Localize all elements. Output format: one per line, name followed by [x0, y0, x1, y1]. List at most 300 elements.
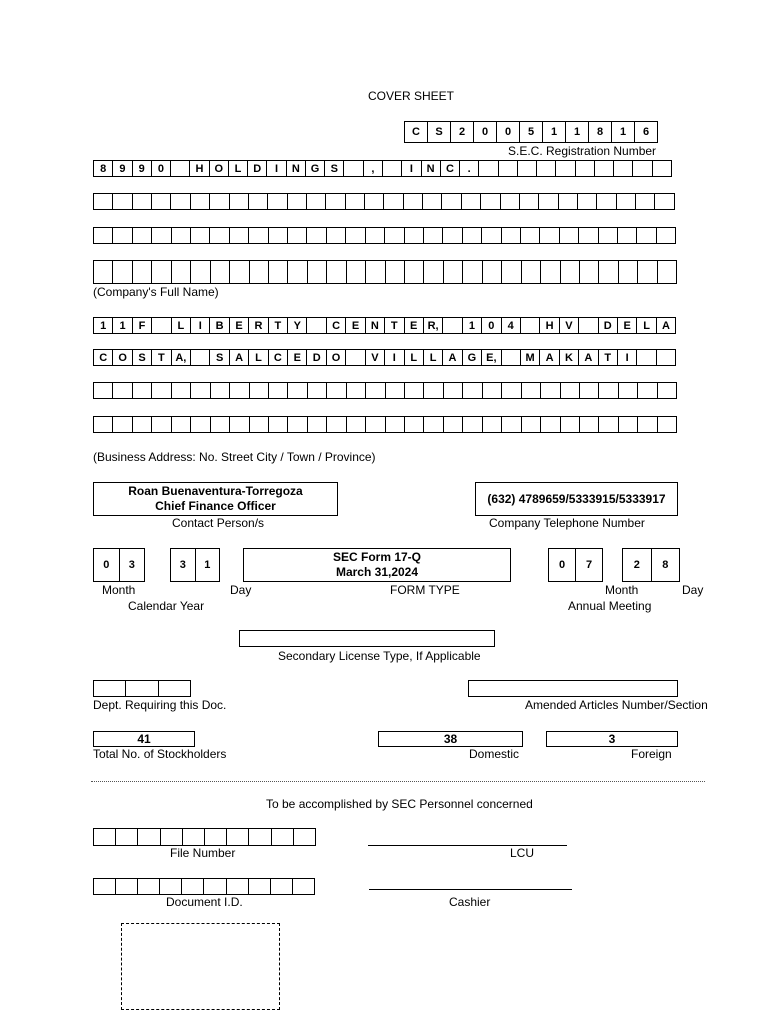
- grid-cell: [462, 193, 481, 210]
- grid-cell: [599, 416, 618, 433]
- grid-cell: E,: [482, 349, 501, 366]
- grid-cell: [288, 193, 307, 210]
- grid-cell: [657, 349, 676, 366]
- grid-cell: [347, 260, 366, 284]
- grid-cell: [152, 260, 171, 284]
- grid-cell: [94, 227, 113, 244]
- grid-cell: [152, 193, 171, 210]
- grid-cell: [249, 828, 271, 846]
- grid-cell: [152, 227, 171, 244]
- grid-cell: [578, 193, 597, 210]
- grid-cell: [443, 317, 462, 334]
- calendar-day-grid: [170, 548, 220, 582]
- annual-meeting-label: Annual Meeting: [568, 599, 652, 613]
- grid-cell: [133, 193, 152, 210]
- grid-cell: [230, 416, 249, 433]
- grid-cell: [133, 260, 152, 284]
- amended-articles-box: [468, 680, 678, 697]
- grid-cell: S: [210, 349, 229, 366]
- grid-cell: D: [599, 317, 618, 334]
- grid-cell: [556, 160, 575, 177]
- grid-cell: [211, 260, 230, 284]
- grid-cell: [94, 193, 113, 210]
- grid-cell: 0: [497, 121, 520, 143]
- grid-cell: [211, 382, 230, 399]
- grid-cell: [113, 193, 132, 210]
- grid-cell: L: [637, 317, 656, 334]
- grid-cell: 3: [171, 548, 196, 582]
- grid-cell: [327, 260, 346, 284]
- annual-meeting-day-label: Day: [682, 583, 704, 597]
- grid-cell: [113, 260, 132, 284]
- grid-cell: [211, 416, 230, 433]
- grid-cell: [133, 416, 152, 433]
- grid-cell: [521, 227, 540, 244]
- grid-cell: [183, 828, 205, 846]
- grid-cell: [94, 416, 113, 433]
- grid-cell: [386, 416, 405, 433]
- grid-cell: [230, 227, 249, 244]
- grid-cell: [152, 317, 171, 334]
- sec-registration-label: S.E.C. Registration Number: [508, 144, 657, 158]
- grid-cell: [518, 160, 537, 177]
- grid-cell: [94, 828, 116, 846]
- grid-cell: [502, 260, 521, 284]
- grid-cell: G: [306, 160, 325, 177]
- grid-cell: V: [560, 317, 579, 334]
- contact-person-position: Chief Finance Officer: [155, 499, 276, 513]
- annual-meeting-month-label: Month: [605, 583, 639, 597]
- grid-cell: [541, 382, 560, 399]
- grid-cell: T: [385, 317, 404, 334]
- grid-cell: [250, 416, 269, 433]
- grid-cell: [385, 227, 404, 244]
- domestic-label: Domestic: [469, 747, 520, 761]
- grid-cell: [288, 416, 307, 433]
- grid-cell: [307, 317, 326, 334]
- grid-cell: [230, 193, 249, 210]
- telephone-label: Company Telephone Number: [489, 516, 645, 530]
- grid-cell: [386, 260, 405, 284]
- grid-cell: [288, 382, 307, 399]
- grid-cell: [227, 878, 249, 895]
- form-type-label: FORM TYPE: [390, 583, 460, 597]
- grid-cell: [404, 193, 423, 210]
- grid-cell: [113, 382, 132, 399]
- grid-cell: S: [133, 349, 152, 366]
- grid-cell: K: [560, 349, 579, 366]
- grid-cell: S: [428, 121, 451, 143]
- grid-cell: [463, 382, 482, 399]
- document-id-grid: [93, 878, 315, 895]
- grid-cell: [152, 382, 171, 399]
- grid-cell: [561, 260, 580, 284]
- form-type-box: [243, 548, 511, 582]
- page-title: COVER SHEET: [368, 89, 455, 103]
- grid-cell: [424, 227, 443, 244]
- grid-cell: C: [441, 160, 460, 177]
- grid-cell: [658, 260, 677, 284]
- grid-cell: D: [248, 160, 267, 177]
- grid-cell: A: [443, 349, 462, 366]
- grid-cell: [172, 260, 191, 284]
- address-row-2: [93, 349, 676, 366]
- company-name-row-2: [93, 193, 675, 210]
- annual-meeting-month-grid: [548, 548, 603, 582]
- sec-registration-grid: [404, 121, 658, 143]
- grid-cell: 0: [94, 548, 120, 582]
- grid-cell: [366, 227, 385, 244]
- grid-cell: L: [229, 160, 248, 177]
- grid-cell: [159, 680, 191, 697]
- grid-cell: [638, 416, 657, 433]
- grid-cell: [483, 416, 502, 433]
- grid-cell: [521, 317, 540, 334]
- grid-cell: S: [325, 160, 344, 177]
- grid-cell: [269, 227, 288, 244]
- grid-cell: [423, 193, 442, 210]
- grid-cell: [269, 382, 288, 399]
- grid-cell: [618, 227, 637, 244]
- grid-cell: [580, 260, 599, 284]
- grid-cell: C: [94, 349, 113, 366]
- grid-cell: [599, 382, 618, 399]
- grid-cell: [522, 416, 541, 433]
- foreign-label: Foreign: [631, 747, 672, 761]
- grid-cell: [463, 260, 482, 284]
- grid-cell: [347, 416, 366, 433]
- grid-cell: H: [190, 160, 209, 177]
- company-name-row-1: [93, 160, 672, 177]
- grid-cell: 0: [482, 317, 501, 334]
- grid-cell: [637, 349, 656, 366]
- grid-cell: L: [424, 349, 443, 366]
- grid-cell: [442, 193, 461, 210]
- grid-cell: [250, 260, 269, 284]
- grid-cell: [171, 193, 190, 210]
- grid-cell: [182, 878, 204, 895]
- grid-cell: G: [463, 349, 482, 366]
- grid-cell: [161, 828, 183, 846]
- grid-cell: [595, 160, 614, 177]
- grid-cell: [405, 260, 424, 284]
- grid-cell: 2: [451, 121, 474, 143]
- grid-cell: A: [230, 349, 249, 366]
- grid-cell: [346, 227, 365, 244]
- grid-cell: [94, 878, 116, 895]
- grid-cell: [94, 680, 126, 697]
- grid-cell: E: [288, 349, 307, 366]
- grid-cell: [444, 382, 463, 399]
- grid-cell: C: [405, 121, 428, 143]
- grid-cell: R,: [424, 317, 443, 334]
- grid-cell: [308, 260, 327, 284]
- grid-cell: [501, 193, 520, 210]
- grid-cell: [541, 416, 560, 433]
- grid-cell: [405, 382, 424, 399]
- grid-cell: 0: [152, 160, 171, 177]
- grid-cell: E: [618, 317, 637, 334]
- grid-cell: [272, 828, 294, 846]
- grid-cell: [599, 227, 618, 244]
- contact-person-label: Contact Person/s: [172, 516, 265, 530]
- total-stockholders-label: Total No. of Stockholders: [93, 747, 227, 761]
- foreign-value: 3: [608, 731, 616, 746]
- grid-cell: R: [249, 317, 268, 334]
- contact-person-box: [93, 482, 338, 516]
- grid-cell: [633, 160, 652, 177]
- address-row-4: [93, 416, 677, 433]
- grid-cell: [210, 193, 229, 210]
- grid-cell: [230, 382, 249, 399]
- grid-cell: [561, 416, 580, 433]
- grid-cell: [126, 680, 158, 697]
- grid-cell: [424, 416, 443, 433]
- grid-cell: [653, 160, 672, 177]
- grid-cell: I: [618, 349, 637, 366]
- grid-cell: Y: [288, 317, 307, 334]
- grid-cell: [580, 382, 599, 399]
- grid-cell: [191, 349, 210, 366]
- telephone-value: (632) 4789659/5333915/5333917: [487, 491, 666, 506]
- grid-cell: 0: [474, 121, 497, 143]
- grid-cell: [619, 416, 638, 433]
- grid-cell: [579, 227, 598, 244]
- domestic-value: 38: [443, 731, 458, 746]
- grid-cell: I: [267, 160, 286, 177]
- grid-cell: [658, 382, 677, 399]
- grid-cell: [172, 416, 191, 433]
- grid-cell: [483, 382, 502, 399]
- grid-cell: [619, 382, 638, 399]
- grid-cell: [617, 193, 636, 210]
- foreign-box: [546, 731, 678, 747]
- grid-cell: [597, 193, 616, 210]
- grid-cell: [366, 260, 385, 284]
- company-name-row-4: [93, 260, 677, 284]
- grid-cell: [152, 416, 171, 433]
- grid-cell: [502, 349, 521, 366]
- grid-cell: H: [540, 317, 559, 334]
- grid-cell: F: [133, 317, 152, 334]
- grid-cell: 1: [113, 317, 132, 334]
- grid-cell: [386, 382, 405, 399]
- grid-cell: [204, 878, 226, 895]
- grid-cell: [638, 382, 657, 399]
- grid-cell: C: [269, 349, 288, 366]
- file-number-grid: [93, 828, 316, 846]
- grid-cell: [172, 382, 191, 399]
- grid-cell: 3: [120, 548, 146, 582]
- grid-cell: [502, 382, 521, 399]
- business-address-label: (Business Address: No. Street City / Town / Province): [93, 450, 376, 464]
- grid-cell: I: [385, 349, 404, 366]
- grid-cell: [405, 416, 424, 433]
- grid-cell: O: [113, 349, 132, 366]
- grid-cell: [249, 193, 268, 210]
- grid-cell: L: [249, 349, 268, 366]
- grid-cell: 8: [94, 160, 113, 177]
- grid-cell: D: [307, 349, 326, 366]
- grid-cell: 1: [543, 121, 566, 143]
- company-name-row-3: [93, 227, 676, 244]
- calendar-month-label: Month: [102, 583, 136, 597]
- grid-cell: [307, 193, 326, 210]
- sec-personnel-heading: To be accomplished by SEC Personnel concerned: [266, 797, 533, 811]
- grid-cell: [560, 227, 579, 244]
- company-name-label: (Company's Full Name): [93, 285, 219, 299]
- grid-cell: 1: [94, 317, 113, 334]
- grid-cell: [365, 193, 384, 210]
- grid-cell: A: [657, 317, 676, 334]
- grid-cell: V: [366, 349, 385, 366]
- grid-cell: 7: [576, 548, 603, 582]
- form-type-line-2: March 31,2024: [335, 565, 419, 579]
- grid-cell: [191, 416, 210, 433]
- grid-cell: T: [269, 317, 288, 334]
- grid-cell: [116, 878, 138, 895]
- grid-cell: [537, 160, 556, 177]
- grid-cell: [249, 227, 268, 244]
- grid-cell: M: [521, 349, 540, 366]
- grid-cell: 6: [635, 121, 658, 143]
- grid-cell: 9: [113, 160, 132, 177]
- grid-cell: 1: [566, 121, 589, 143]
- lcu-line: [368, 845, 567, 846]
- grid-cell: L: [405, 349, 424, 366]
- file-number-label: File Number: [170, 846, 236, 860]
- grid-cell: O: [327, 349, 346, 366]
- grid-cell: [346, 193, 365, 210]
- grid-cell: [133, 227, 152, 244]
- calendar-month-grid: [93, 548, 145, 582]
- grid-cell: [294, 828, 316, 846]
- grid-cell: [463, 227, 482, 244]
- grid-cell: [113, 227, 132, 244]
- stamp-box: [121, 923, 280, 1010]
- grid-cell: N: [366, 317, 385, 334]
- grid-cell: [116, 828, 138, 846]
- grid-cell: ,: [364, 160, 383, 177]
- grid-cell: [327, 416, 346, 433]
- grid-cell: [614, 160, 633, 177]
- grid-cell: B: [210, 317, 229, 334]
- grid-cell: [637, 227, 656, 244]
- grid-cell: [443, 227, 462, 244]
- grid-cell: [344, 160, 363, 177]
- grid-cell: [539, 193, 558, 210]
- grid-cell: [288, 227, 307, 244]
- grid-cell: [366, 416, 385, 433]
- grid-cell: [502, 416, 521, 433]
- grid-cell: [327, 227, 346, 244]
- grid-cell: [384, 193, 403, 210]
- grid-cell: 9: [133, 160, 152, 177]
- grid-cell: [579, 317, 598, 334]
- grid-cell: [658, 416, 677, 433]
- grid-cell: [160, 878, 182, 895]
- grid-cell: [405, 227, 424, 244]
- grid-cell: I: [402, 160, 421, 177]
- grid-cell: [424, 260, 443, 284]
- document-id-label: Document I.D.: [166, 895, 243, 909]
- grid-cell: 1: [463, 317, 482, 334]
- grid-cell: [636, 193, 655, 210]
- grid-cell: [483, 260, 502, 284]
- grid-cell: 1: [612, 121, 635, 143]
- grid-cell: [580, 416, 599, 433]
- grid-cell: [269, 260, 288, 284]
- grid-cell: [250, 382, 269, 399]
- grid-cell: L: [172, 317, 191, 334]
- calendar-year-label: Calendar Year: [128, 599, 205, 613]
- grid-cell: [94, 260, 113, 284]
- grid-cell: [269, 416, 288, 433]
- grid-cell: [113, 416, 132, 433]
- grid-cell: 1: [196, 548, 221, 582]
- grid-cell: [138, 828, 160, 846]
- grid-cell: 2: [623, 548, 652, 582]
- grid-cell: [326, 193, 345, 210]
- grid-cell: 8: [652, 548, 681, 582]
- form-type-line-1: SEC Form 17-Q: [332, 550, 422, 564]
- grid-cell: [133, 382, 152, 399]
- grid-cell: N: [422, 160, 441, 177]
- grid-cell: A: [540, 349, 559, 366]
- grid-cell: [205, 828, 227, 846]
- grid-cell: [288, 260, 307, 284]
- grid-cell: [366, 382, 385, 399]
- annual-meeting-day-grid: [622, 548, 680, 582]
- grid-cell: [138, 878, 160, 895]
- grid-cell: [599, 260, 618, 284]
- grid-cell: [522, 382, 541, 399]
- grid-cell: 5: [520, 121, 543, 143]
- secondary-license-label: Secondary License Type, If Applicable: [278, 649, 481, 663]
- cashier-label: Cashier: [449, 895, 491, 909]
- grid-cell: [308, 416, 327, 433]
- grid-cell: A,: [172, 349, 191, 366]
- grid-cell: [463, 416, 482, 433]
- grid-cell: [561, 382, 580, 399]
- grid-cell: [307, 227, 326, 244]
- grid-cell: [499, 160, 518, 177]
- calendar-day-label: Day: [230, 583, 252, 597]
- address-row-1: [93, 317, 676, 334]
- grid-cell: [522, 260, 541, 284]
- grid-cell: E: [405, 317, 424, 334]
- grid-cell: [308, 382, 327, 399]
- total-stockholders-value: 41: [137, 731, 151, 746]
- grid-cell: O: [210, 160, 229, 177]
- grid-cell: A: [579, 349, 598, 366]
- grid-cell: T: [152, 349, 171, 366]
- grid-cell: [191, 227, 210, 244]
- grid-cell: [271, 878, 293, 895]
- grid-cell: T: [599, 349, 618, 366]
- grid-cell: [327, 382, 346, 399]
- grid-cell: [347, 382, 366, 399]
- grid-cell: [383, 160, 402, 177]
- grid-cell: [655, 193, 674, 210]
- grid-cell: [172, 227, 191, 244]
- telephone-box: [475, 482, 678, 516]
- grid-cell: [541, 260, 560, 284]
- total-stockholders-box: [93, 731, 195, 747]
- grid-cell: [293, 878, 315, 895]
- grid-cell: [657, 227, 676, 244]
- grid-cell: [481, 193, 500, 210]
